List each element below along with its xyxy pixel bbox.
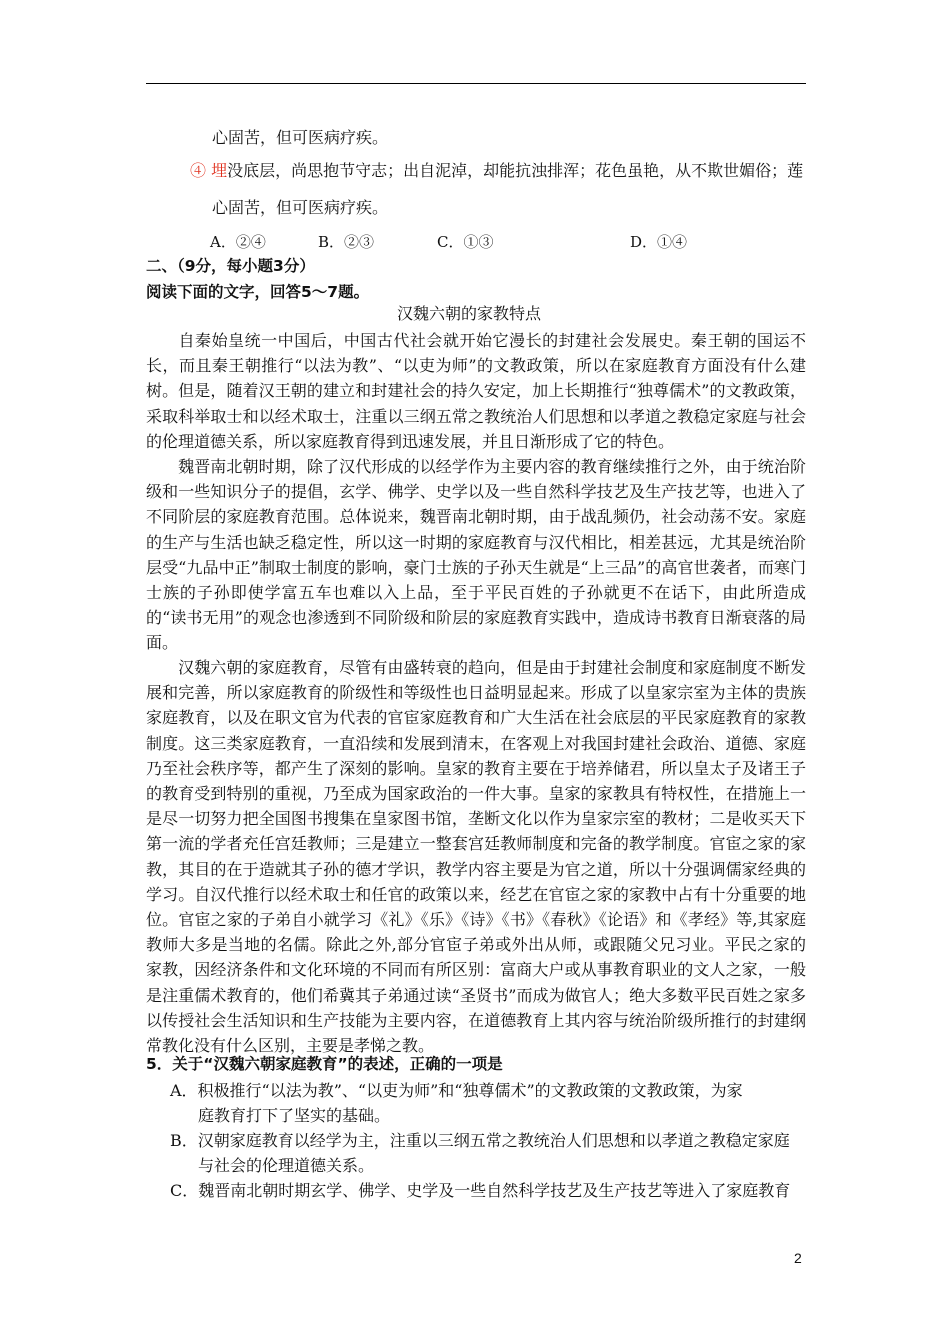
paragraph-1: 自秦始皇统一中国后，中国古代社会就开始它漫长的封建社会发展史。秦王朝的国运不长，而且秦王朝推行“以法为教”、“以吏为师”的文教政策，所以在家庭教育方面没有什么建树。但是，随着汉王朝的建立和封建社会的持久安定，加上长期推行“独尊儒术”的文教政策，采取科举取士和以经术取士，注重以三纲五常之教统治人们思想和以孝道之教稳定家庭与社会的伦理道德关系，所以家庭教育得到迅速发展，并且日渐形成了它的特色。 — [146, 331, 806, 451]
paragraph-3: 汉魏六朝的家庭教育，尽管有由盛转衰的趋向，但是由于封建社会制度和家庭制度不断发展和完善，所以家庭教育的阶级性和等级性也日益明显起来。形成了以皇家宗室为主体的贵族家庭教育，以及在职文官为代表的官宦家庭教育和广大生活在社会底层的平民家庭教育的家教制度。这三类家庭教育，一直沿续和发展到清末，在客观上对我国封建社会政治、道德、家庭乃至社会秩序等，都产生了深刻的影响。皇家的教育主要在于培养储君，所以皇太子及诸王子的教育受到特别的重视，乃至成为国家政治的一件大事。皇家的家教具有特权性，在措施上一是尽一切努力把全国图书搜集在皇家图书馆，垄断文化以作为皇家宗室的教材；二是收买天下第一流的学者充任宫廷教师；三是建立一整套宫廷教师制度和完备的教学制度。官宦之家的家教，其目的在于造就其子孙的德才学识，教学内容主要是为官之道，所以十分强调儒家经典的学习。自汉代推行以经术取士和任官的政策以来，经艺在官宦之家的家教中占有十分重要的地位。官宦之家的子弟自小就学习《礼》《乐》《诗》《书》《春秋》《论语》和《孝经》等,其家庭教师大多是当地的名儒。除此之外,部分官宦子弟或外出从师，或跟随父兄习业。平民之家的家教，因经济条件和文化环境的不同而有所区别：富商大户或从事教育职业的文人之家，一般是注重儒术教育的，他们希冀其子弟通过读“圣贤书”而成为做官人；绝大多数平民百姓之家多以传授社会生活知识和生产技能为主要内容，在道德教育上其内容与统治阶级所推行的封建纲常教化没有什么区别，主要是孝悌之教。 — [146, 658, 806, 1056]
prev-line-1: 心固苦，但可医病疗疾。 — [212, 128, 389, 147]
question-5-option-c: C．魏晋南北朝时期玄学、佛学、史学及一些自然科学技艺及生产技艺等进入了家庭教育 — [170, 1181, 791, 1200]
question-5-option-a: A．积极推行“以法为教”、“以吏为师”和“独尊儒术”的文教政策的文教政策，为家 庭教育打下了坚实的基础。 — [170, 1081, 743, 1125]
section-instruction: 阅读下面的文字，回答5～7题。 — [146, 283, 370, 301]
prev-item-4 — [190, 161, 803, 181]
prev-line-3: 心固苦，但可医病疗疾。 — [212, 198, 389, 217]
article-title: 汉魏六朝的家教特点 — [397, 304, 542, 323]
question-5-option-b: B．汉朝家庭教育以经学为主，注重以三纲五常之教统治人们思想和以孝道之教稳定家庭 与社会的伦理道德关系。 — [170, 1131, 790, 1175]
option-b: B．②③ — [318, 233, 375, 251]
option-c: C．①③ — [437, 233, 494, 251]
item-4-text: 没底层，尚思抱节守志；出自泥淖，却能抗浊排浑；花色虽艳，从不欺世媚俗；莲 — [227, 161, 804, 180]
page-number: 2 — [794, 1250, 802, 1266]
header-rule — [146, 83, 806, 84]
option-d: D．①④ — [630, 233, 688, 251]
option-a: A．②④ — [210, 233, 266, 251]
paragraph-2: 魏晋南北朝时期，除了汉代形成的以经学作为主要内容的教育继续推行之外，由于统治阶级和一些知识分子的提倡，玄学、佛学、史学以及一些自然科学技艺及生产技艺等，也进入了不同阶层的家庭教育范围。总体说来，魏晋南北朝时期，由于战乱频仍，社会动荡不安。家庭的生产与生活也缺乏稳定性，所以这一时期的家庭教育与汉代相比，相差甚远，尤其是统治阶层受“九品中正”制取士制度的影响，豪门士族的子孙天生就是“上三品”的高官世袭者，而寒门士族的子孙即使学富五车也难以入上品，至于平民百姓的子孙就更不在话下，由此所造成的“读书无用”的观念也渗透到不同阶级和阶层的家庭教育实践中，造成诗书教育日渐衰落的局面。 — [146, 457, 806, 653]
item-4-marker: ④ 埋 — [190, 161, 228, 180]
section-heading: 二、（9分，每小题3分） — [146, 257, 315, 275]
question-5-stem: 5．关于“汉魏六朝家庭教育”的表述，正确的一项是 — [146, 1055, 503, 1073]
